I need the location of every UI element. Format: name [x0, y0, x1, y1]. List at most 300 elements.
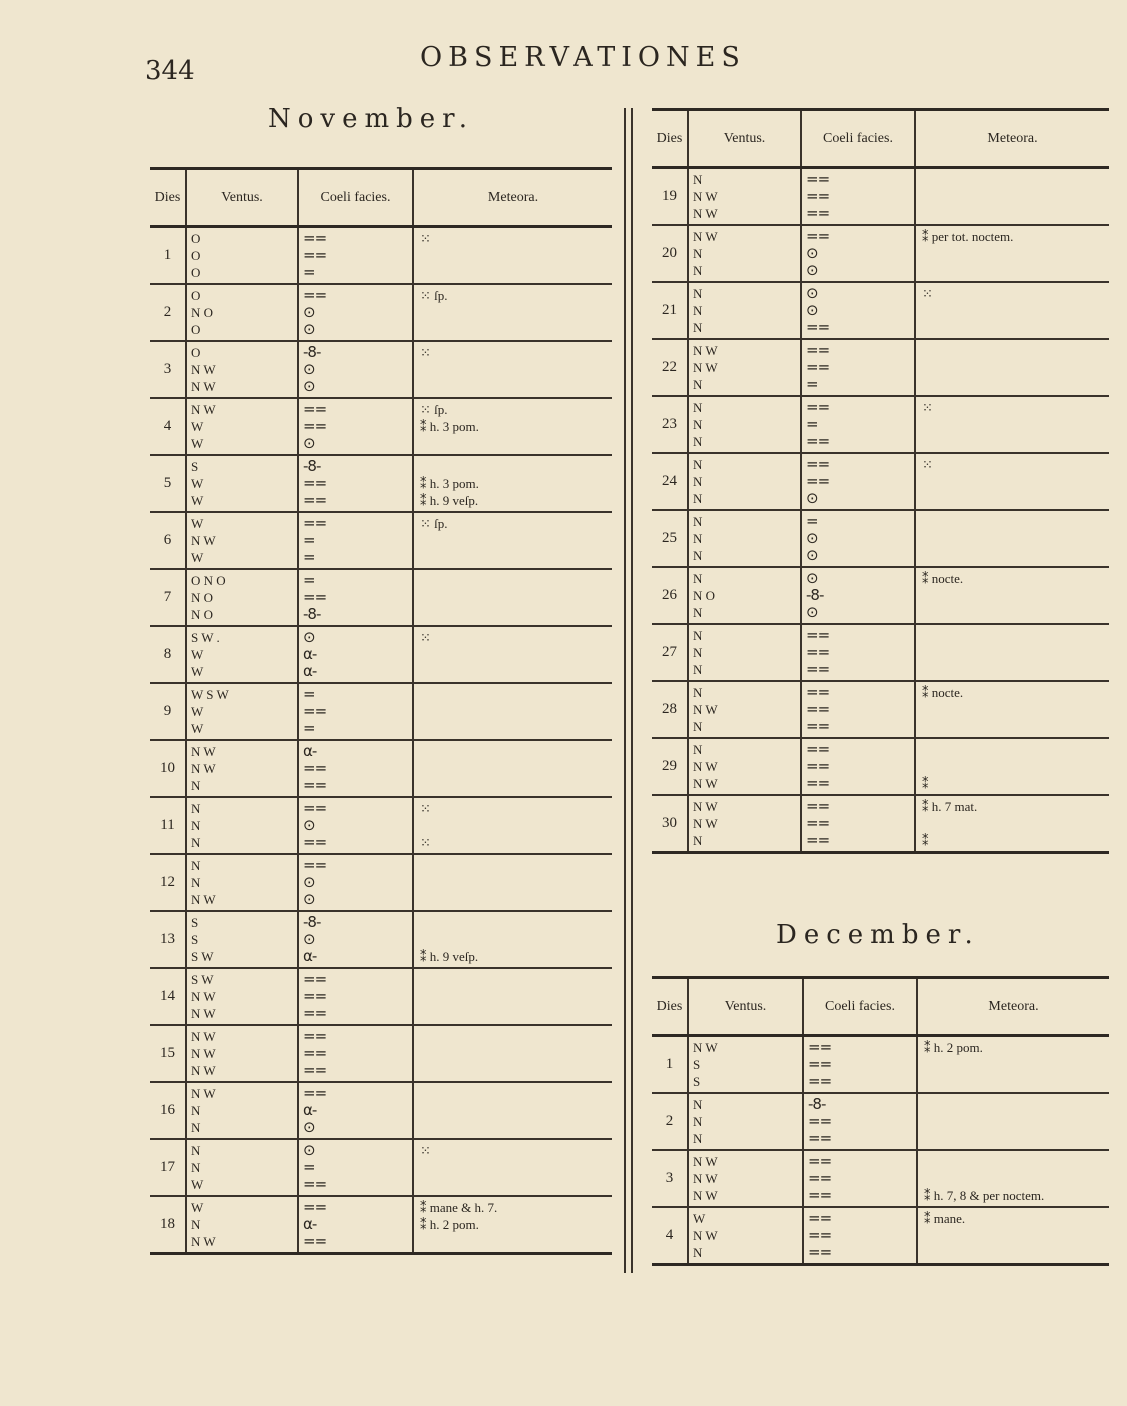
meteora-note [918, 1073, 1109, 1090]
wind-cell [186, 569, 298, 626]
wind-direction: N [693, 742, 703, 757]
sky-symbol: == [303, 1176, 327, 1193]
column-divider [624, 108, 626, 1273]
header-ventus: Ventus. [688, 978, 803, 1036]
meteora-note [916, 627, 1109, 644]
wind-cell [688, 396, 801, 453]
wind-direction: N W [191, 892, 216, 907]
day-number: 22 [652, 339, 688, 396]
wind-direction: N O [191, 590, 214, 605]
wind-direction: N [191, 778, 201, 793]
day-number: 12 [150, 854, 186, 911]
meteora-note: ⁑ h. 7 mat. [922, 799, 978, 814]
wind-direction: N W [191, 1063, 216, 1078]
sky-cell [801, 795, 915, 853]
wind-direction: N W [191, 379, 216, 394]
sky-symbol: == [806, 399, 830, 416]
meteora-cell [915, 168, 1109, 226]
wind-direction: N [191, 875, 201, 890]
sky-cell [298, 854, 413, 911]
meteora-note [916, 661, 1109, 678]
wind-cell [186, 398, 298, 455]
sky-symbol: ⊙ [303, 629, 315, 646]
wind-cell [186, 626, 298, 683]
wind-direction: O [191, 288, 201, 303]
sky-symbol: = [303, 549, 315, 566]
meteora-cell [413, 968, 612, 1025]
day-number: 16 [150, 1082, 186, 1139]
sky-cell [298, 227, 413, 285]
meteora-note [414, 777, 612, 794]
meteora-note [414, 1233, 612, 1250]
sky-symbol: -8- [303, 606, 321, 623]
day-number: 6 [150, 512, 186, 569]
wind-direction: N [693, 571, 703, 586]
sky-symbol: == [806, 627, 830, 644]
meteora-note [916, 758, 1109, 775]
wind-cell [186, 911, 298, 968]
day-number: 1 [150, 227, 186, 285]
sky-symbol: == [303, 800, 327, 817]
meteora-note [414, 817, 612, 834]
sky-symbol: == [303, 1062, 327, 1079]
wind-direction: N W [191, 533, 216, 548]
wind-direction: N W [191, 989, 216, 1004]
meteora-note [916, 513, 1109, 530]
wind-direction: N [693, 377, 703, 392]
header-ventus: Ventus. [688, 110, 801, 168]
sky-symbol: -8- [303, 458, 321, 475]
sky-symbol: == [806, 359, 830, 376]
sky-cell [298, 512, 413, 569]
day-number: 5 [150, 455, 186, 512]
wind-direction: N [693, 474, 703, 489]
meteora-note [918, 1227, 1109, 1244]
sky-cell [298, 341, 413, 398]
wind-direction: N W [693, 799, 718, 814]
wind-cell [688, 339, 801, 396]
meteora-note: ⁑ mane & h. 7. [420, 1200, 498, 1215]
meteora-note: ⁙ ſp. [420, 288, 448, 303]
meteora-note [916, 433, 1109, 450]
wind-direction: N [693, 303, 703, 318]
sky-symbol: == [303, 1028, 327, 1045]
wind-direction: S [693, 1057, 701, 1072]
sky-cell [801, 738, 915, 795]
wind-direction: N [693, 662, 703, 677]
sky-symbol: == [806, 815, 830, 832]
wind-direction: N [693, 1097, 703, 1112]
wind-direction: N [191, 1217, 201, 1232]
meteora-note [916, 416, 1109, 433]
meteora-cell [915, 624, 1109, 681]
wind-direction: N [693, 400, 703, 415]
header-meteora: Meteora. [915, 110, 1109, 168]
sky-cell [803, 1093, 917, 1150]
day-number: 24 [652, 453, 688, 510]
wind-cell [688, 738, 801, 795]
meteora-note [916, 741, 1109, 758]
header-meteora: Meteora. [917, 978, 1109, 1036]
wind-direction: W [191, 664, 204, 679]
meteora-note [414, 686, 612, 703]
sky-symbol: ⊙ [806, 570, 818, 587]
sky-symbol: -8- [303, 344, 321, 361]
wind-direction: N W [191, 1006, 216, 1021]
sky-symbol: == [806, 832, 830, 849]
meteora-cell [413, 569, 612, 626]
sky-cell [298, 740, 413, 797]
sky-symbol: == [303, 777, 327, 794]
meteora-note: ⁙ ſp. [420, 516, 448, 531]
sky-symbol: ⊙ [303, 435, 315, 452]
day-number: 23 [652, 396, 688, 453]
meteora-cell [915, 339, 1109, 396]
wind-direction: N [693, 548, 703, 563]
day-number: 2 [150, 284, 186, 341]
table-row [150, 626, 612, 683]
meteora-cell [915, 453, 1109, 510]
sky-symbol: α- [303, 948, 317, 965]
meteora-note [414, 1028, 612, 1045]
table-row [150, 740, 612, 797]
wind-direction: W [693, 1211, 706, 1226]
meteora-cell [413, 911, 612, 968]
wind-cell [688, 624, 801, 681]
header-dies: Dies [652, 110, 688, 168]
meteora-note [414, 606, 612, 623]
meteora-note: ⁑ h. 3 pom. [420, 476, 479, 491]
sky-symbol: = [303, 572, 315, 589]
day-number: 1 [652, 1036, 688, 1094]
wind-cell [688, 795, 801, 853]
meteora-note [918, 1130, 1109, 1147]
wind-cell [186, 968, 298, 1025]
wind-direction: S W . [191, 630, 220, 645]
sky-cell [298, 911, 413, 968]
sky-symbol: == [303, 1005, 327, 1022]
meteora-note [414, 1005, 612, 1022]
day-number: 27 [652, 624, 688, 681]
meteora-note [414, 247, 612, 264]
meteora-note: ⁑ nocte. [922, 571, 964, 586]
day-number: 3 [652, 1150, 688, 1207]
sky-symbol: -8- [806, 587, 824, 604]
table-row [652, 396, 1109, 453]
meteora-note [414, 720, 612, 737]
table-row [652, 168, 1109, 226]
day-number: 19 [652, 168, 688, 226]
wind-direction: N [191, 1120, 201, 1135]
table-row [150, 398, 612, 455]
table-row [652, 339, 1109, 396]
sky-symbol: == [303, 475, 327, 492]
table-row [150, 968, 612, 1025]
header-coeli-facies: Coeli facies. [801, 110, 915, 168]
sky-symbol: == [806, 342, 830, 359]
meteora-note [916, 473, 1109, 490]
meteora-cell [413, 626, 612, 683]
meteora-note [414, 663, 612, 680]
day-number: 9 [150, 683, 186, 740]
wind-cell [186, 740, 298, 797]
table-row [150, 341, 612, 398]
sky-cell [801, 624, 915, 681]
wind-direction: S W [191, 972, 214, 987]
table-row [652, 1207, 1109, 1265]
meteora-cell [917, 1150, 1109, 1207]
day-number: 14 [150, 968, 186, 1025]
meteora-cell [917, 1093, 1109, 1150]
sky-symbol: ⊙ [806, 530, 818, 547]
meteora-note: ⁑ h. 9 veſp. [420, 949, 479, 964]
meteora-note [414, 589, 612, 606]
meteora-note [918, 1113, 1109, 1130]
meteora-note [414, 321, 612, 338]
wind-direction: N [693, 531, 703, 546]
wind-direction: N W [693, 206, 718, 221]
table-row [652, 795, 1109, 853]
header-dies: Dies [652, 978, 688, 1036]
wind-cell [186, 797, 298, 854]
wind-direction: N [693, 685, 703, 700]
table-row [652, 510, 1109, 567]
sky-symbol: α- [303, 1102, 317, 1119]
table-row [150, 911, 612, 968]
meteora-note [414, 971, 612, 988]
table-row [150, 455, 612, 512]
day-number: 7 [150, 569, 186, 626]
sky-cell [801, 282, 915, 339]
sky-symbol: = [303, 720, 315, 737]
wind-direction: N [693, 1245, 703, 1260]
meteora-note [916, 587, 1109, 604]
wind-direction: N [693, 263, 703, 278]
meteora-note: ⁑ h. 2 pom. [924, 1040, 983, 1055]
header-ventus: Ventus. [186, 169, 298, 227]
table-row [150, 854, 612, 911]
sky-symbol: == [303, 988, 327, 1005]
sky-symbol: ⊙ [303, 378, 315, 395]
sky-symbol: = [303, 264, 315, 281]
sky-cell [801, 453, 915, 510]
wind-direction: N [191, 1103, 201, 1118]
sky-symbol: == [303, 834, 327, 851]
wind-direction: N W [191, 744, 216, 759]
wind-direction: N [693, 628, 703, 643]
meteora-note [918, 1056, 1109, 1073]
wind-cell [688, 168, 801, 226]
meteora-cell [413, 740, 612, 797]
table-row [150, 227, 612, 285]
wind-cell [186, 683, 298, 740]
weather-table-december [652, 976, 1109, 1266]
meteora-note [414, 532, 612, 549]
meteora-cell [915, 567, 1109, 624]
sky-symbol: == [808, 1130, 832, 1147]
meteora-note [414, 378, 612, 395]
sky-symbol: ⊙ [303, 321, 315, 338]
sky-symbol: == [806, 456, 830, 473]
sky-symbol: ⊙ [303, 1119, 315, 1136]
wind-direction: N W [693, 229, 718, 244]
wind-direction: N [693, 833, 703, 848]
sky-symbol: ⊙ [303, 817, 315, 834]
wind-direction: N W [693, 1171, 718, 1186]
wind-cell [688, 453, 801, 510]
wind-direction: S [191, 915, 199, 930]
meteora-note: ⁙ [420, 231, 431, 246]
wind-direction: N [693, 719, 703, 734]
meteora-note [414, 1062, 612, 1079]
sky-symbol: ⊙ [303, 874, 315, 891]
meteora-cell [413, 512, 612, 569]
sky-cell [298, 1139, 413, 1196]
wind-direction: W [191, 1200, 204, 1215]
sky-symbol: == [806, 661, 830, 678]
table-row [652, 225, 1109, 282]
wind-direction: N W [191, 1086, 216, 1101]
table-row [150, 1082, 612, 1139]
meteora-note [918, 1096, 1109, 1113]
sky-symbol: == [303, 492, 327, 509]
table-row [652, 282, 1109, 339]
sky-symbol: α- [303, 646, 317, 663]
wind-direction: N [191, 1160, 201, 1175]
wind-direction: N W [191, 1029, 216, 1044]
meteora-note [414, 1119, 612, 1136]
wind-cell [688, 681, 801, 738]
sky-symbol: == [303, 230, 327, 247]
wind-direction: N W [191, 362, 216, 377]
sky-symbol: == [806, 775, 830, 792]
day-number: 30 [662, 815, 677, 831]
wind-direction: N [693, 605, 703, 620]
meteora-note [414, 874, 612, 891]
sky-symbol: = [806, 376, 818, 393]
sky-symbol: == [806, 205, 830, 222]
wind-direction: S W [191, 949, 214, 964]
meteora-note: ⁑ per tot. noctem. [922, 229, 1014, 244]
meteora-note [414, 572, 612, 589]
table-row [652, 1036, 1109, 1094]
sky-symbol: == [808, 1073, 832, 1090]
table-row [150, 797, 612, 854]
meteora-cell [915, 282, 1109, 339]
wind-direction: W [191, 476, 204, 491]
wind-cell [688, 510, 801, 567]
meteora-note [414, 988, 612, 1005]
sky-symbol: == [806, 644, 830, 661]
meteora-cell [413, 341, 612, 398]
table-row [150, 1025, 612, 1082]
header-meteora: Meteora. [413, 169, 612, 227]
meteora-cell [915, 795, 1109, 853]
day-number: 10 [150, 740, 186, 797]
meteora-note [414, 264, 612, 281]
sky-symbol: == [303, 857, 327, 874]
wind-direction: W [191, 647, 204, 662]
table-row [652, 453, 1109, 510]
sky-symbol: -8- [303, 914, 321, 931]
meteora-cell [413, 797, 612, 854]
meteora-note: ⁑ h. 2 pom. [420, 1217, 479, 1232]
sky-cell [298, 284, 413, 341]
meteora-note [414, 703, 612, 720]
meteora-note: ⁑ h. 7, 8 & per noctem. [924, 1188, 1045, 1203]
running-head: OBSERVATIONES [420, 42, 746, 73]
day-number: 3 [150, 341, 186, 398]
wind-direction: N [693, 417, 703, 432]
wind-cell [688, 567, 801, 624]
meteora-note [916, 319, 1109, 336]
sky-symbol: == [806, 718, 830, 735]
meteora-note [916, 205, 1109, 222]
sky-symbol: == [303, 247, 327, 264]
wind-direction: N W [693, 816, 718, 831]
wind-direction: N [693, 491, 703, 506]
meteora-note: ⁑ mane. [924, 1211, 966, 1226]
sky-symbol: == [303, 1199, 327, 1216]
meteora-note [414, 458, 612, 475]
sky-symbol: == [808, 1170, 832, 1187]
sky-symbol: == [303, 1233, 327, 1250]
sky-cell [801, 510, 915, 567]
sky-symbol: == [303, 401, 327, 418]
sky-symbol: ⊙ [806, 285, 818, 302]
meteora-note [916, 171, 1109, 188]
sky-symbol: == [808, 1056, 832, 1073]
sky-symbol: == [806, 684, 830, 701]
meteora-note [916, 644, 1109, 661]
wind-cell [688, 1150, 803, 1207]
wind-direction: O [191, 322, 201, 337]
page-number: 344 [145, 56, 195, 86]
wind-direction: N O [693, 588, 716, 603]
wind-direction: S [693, 1074, 701, 1089]
sky-symbol: == [808, 1244, 832, 1261]
wind-direction: N W [693, 1040, 718, 1055]
table-row [150, 1139, 612, 1196]
meteora-cell [413, 683, 612, 740]
wind-cell [186, 1139, 298, 1196]
meteora-note: ⁑ nocte. [922, 685, 964, 700]
meteora-note: ⁙ [420, 1143, 431, 1158]
wind-direction: W S W [191, 687, 229, 702]
meteora-note [918, 1170, 1109, 1187]
sky-symbol: == [303, 1045, 327, 1062]
meteora-cell [915, 396, 1109, 453]
month-title-november: November. [268, 104, 474, 134]
meteora-cell [915, 738, 1109, 795]
wind-direction: N [693, 457, 703, 472]
meteora-note [918, 1244, 1109, 1261]
day-number: 17 [150, 1139, 186, 1196]
wind-direction: N W [191, 402, 216, 417]
header-coeli-facies: Coeli facies. [803, 978, 917, 1036]
sky-cell [298, 398, 413, 455]
wind-direction: N [693, 645, 703, 660]
weather-table-november-19-30 [652, 108, 1109, 854]
meteora-cell [915, 225, 1109, 282]
meteora-note [918, 1153, 1109, 1170]
sky-cell [298, 1025, 413, 1082]
meteora-note [414, 361, 612, 378]
wind-cell [186, 1082, 298, 1139]
wind-direction: N [693, 320, 703, 335]
wind-direction: W [191, 493, 204, 508]
wind-cell [186, 512, 298, 569]
